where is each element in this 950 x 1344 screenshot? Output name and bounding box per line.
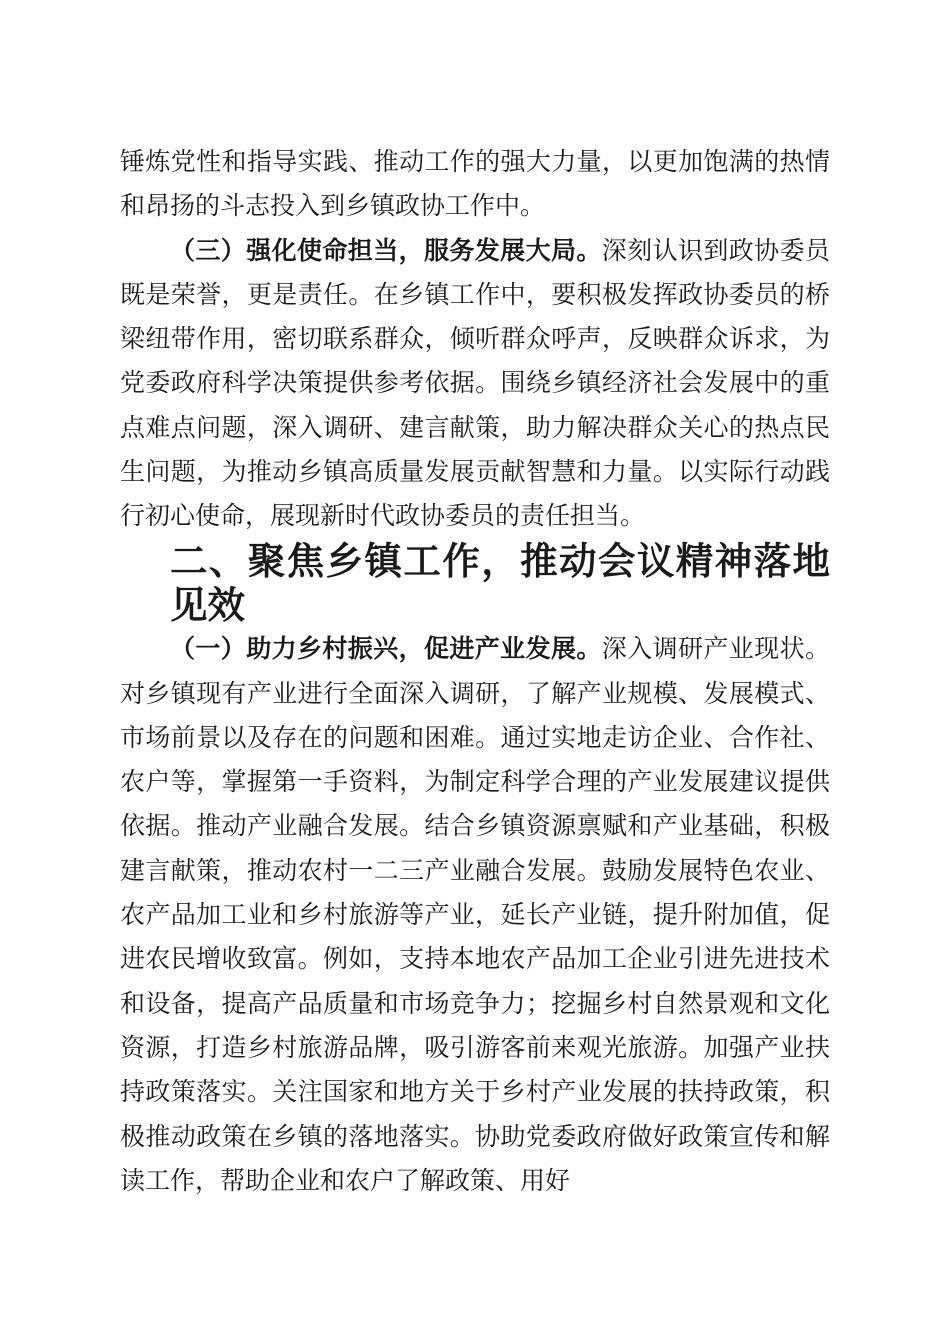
document-page xyxy=(120,140,830,1203)
paragraph-rural-revitalization xyxy=(120,627,830,1203)
paragraph-lead: （一）助力乡村振兴，促进产业发展。 xyxy=(170,634,602,664)
section-heading: 二、聚焦乡镇工作，推动会议精神落地见效 xyxy=(170,538,830,627)
paragraph-lead: （三）强化使命担当，服务发展大局。 xyxy=(170,235,602,265)
paragraph-text: 深入调研产业现状。对乡镇现有产业进行全面深入调研，了解产业规模、发展模式、市场前景以及存在的问题和困难。通过实地走访企业、合作社、农户等，掌握第一手资料，为制定科学合理的产业发展建议提供依据。推动产业融合发展。结合乡镇资源禀赋和产业基础，积极建言献策，推动农村一二三产业融合发展。鼓励发展特色农业、农产品加工业和乡村旅游等产业，延长产业链，提升附加值，促进农民增收致富。例如，支持本地农产品加工企业引进先进技术和设备，提高产品质量和市场竞争力；挖掘乡村自然景观和文化资源，打造乡村旅游品牌，吸引游客前来观光旅游。加强产业扶持政策落实。关注国家和地方关于乡村产业发展的扶持政策，积极推动政策在乡镇的落地落实。协助党委政府做好政策宣传和解读工作，帮助企业和农户了解政策、用好 xyxy=(120,634,830,1195)
paragraph-text: 锤炼党性和指导实践、推动工作的强大力量，以更加饱满的热情和昂扬的斗志投入到乡镇政协工作中。 xyxy=(120,147,830,221)
paragraph-mission xyxy=(120,229,830,539)
paragraph-continued xyxy=(120,140,830,229)
paragraph-text: 深刻认识到政协委员既是荣誉，更是责任。在乡镇工作中，要积极发挥政协委员的桥梁纽带作用，密切联系群众，倾听群众呼声，反映群众诉求，为党委政府科学决策提供参考依据。围绕乡镇经济社会发展中的重点难点问题，深入调研、建言献策，助力解决群众关心的热点民生问题，为推动乡镇高质量发展贡献智慧和力量。以实际行动践行初心使命，展现新时代政协委员的责任担当。 xyxy=(120,235,830,531)
